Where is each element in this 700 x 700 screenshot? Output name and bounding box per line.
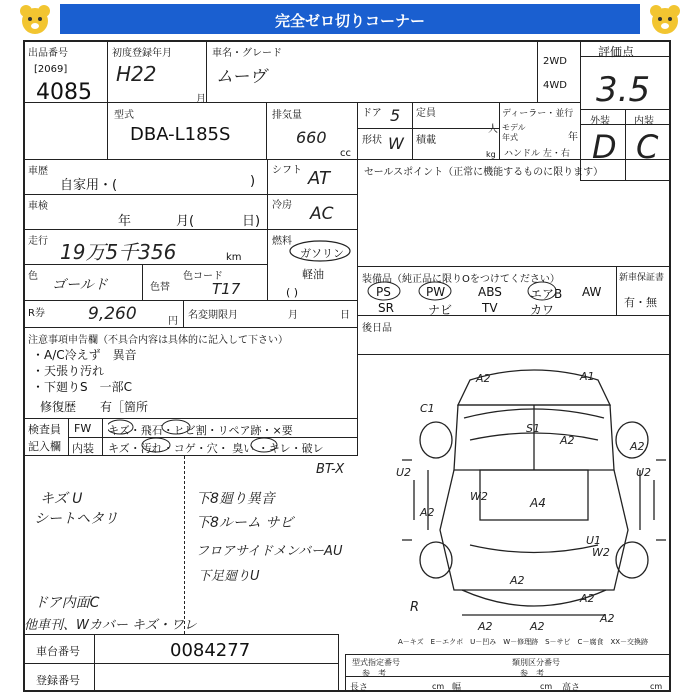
mark-s1: S1	[526, 422, 540, 435]
equip-leather: カワ	[530, 303, 555, 317]
dealer-line1: ディーラー・並行	[502, 109, 574, 119]
inspection-box	[24, 194, 268, 230]
footer-ref2: 参 考	[520, 669, 544, 678]
fuel-diesel: 軽油	[302, 268, 324, 281]
hw-right3: フロアサイドメンバーAU	[196, 544, 343, 559]
dealer-line3: 年式	[502, 133, 518, 142]
hw-right2: 下8ルーム サビ	[196, 515, 294, 531]
history-label: 車歴	[28, 166, 48, 177]
reg-label: 初度登録年月	[112, 48, 172, 59]
door-label: ドア	[362, 108, 382, 119]
hw-left3: ドア内面C	[34, 595, 100, 611]
mark-a2-mid1: A2	[560, 434, 575, 447]
name-change-day: 日	[340, 310, 350, 321]
recycle-value: 有・無	[624, 296, 657, 309]
mark-r: R	[410, 600, 420, 615]
capacity-unit: 人	[488, 124, 498, 135]
equip-airbag: エアB	[530, 287, 563, 301]
hw-bt: BT-X	[316, 462, 345, 477]
capacity-label: 定員	[416, 108, 436, 119]
color-label: 色	[28, 271, 38, 282]
mark-w2-right: W2	[592, 546, 610, 559]
sales-point-label: セールスポイント（正常に機能するものに限ります）	[364, 167, 604, 178]
model-label: 型式	[114, 110, 134, 121]
door-value: 5	[390, 106, 401, 125]
footer-class-no: 類別区分番号	[512, 658, 560, 667]
header-title: 完全ゼロ切りコーナー	[274, 12, 425, 30]
footer-cm2: cm	[540, 682, 553, 691]
lot-number: 4085	[36, 80, 92, 105]
aircon-label: 冷房	[272, 200, 292, 211]
int-label: 内装	[634, 116, 654, 127]
note-repair: 修復歴 有［箇所	[40, 400, 149, 414]
footer-length: 長さ	[350, 683, 369, 693]
footer-width: 幅	[452, 683, 462, 693]
mark-a2-right: A2	[630, 440, 645, 453]
mark-a2-rear3: A2	[580, 592, 595, 605]
drive-box	[537, 41, 581, 103]
shift-label: シフト	[272, 165, 302, 176]
equipment-label: 装備品（純正品に限りOをつけてください）	[362, 274, 560, 285]
inspector-circles	[108, 418, 358, 456]
reg-year: H22	[116, 62, 157, 86]
name-change-label: 名変期限月	[188, 310, 238, 321]
footer-height: 高さ	[562, 683, 581, 693]
fuel-paren: ( )	[286, 286, 299, 299]
inspector-label1: 検査員	[28, 423, 61, 436]
int-inspect-label: 内装	[72, 442, 94, 455]
dealer-handle: ハンドル 左・右	[504, 149, 570, 159]
after-label: 後日品	[362, 323, 392, 334]
score-label: 評価点	[598, 45, 635, 59]
mark-a2-rear2: A2	[530, 620, 545, 633]
hw-right1: 下8廻り異音	[196, 491, 275, 507]
load-unit: kg	[486, 150, 496, 159]
mark-w2-left: W2	[470, 490, 488, 503]
mark-a2-mid2: A2	[420, 506, 435, 519]
notes-title: 注意事項申告欄（不具合内容は具体的に記入して下さい）	[28, 335, 288, 346]
equip-abs: ABS	[478, 285, 502, 299]
note-1: ・A/C冷えず 異音	[32, 348, 137, 362]
gasoline-circle-icon	[287, 238, 353, 264]
hw-left1: キズ U	[40, 491, 83, 507]
color-change-label: 色替	[150, 282, 170, 293]
drive-4wd: 4WD	[543, 80, 567, 91]
mark-u2-left: U2	[396, 466, 412, 479]
equip-ps: PS	[376, 285, 391, 299]
inspection-month: 月(	[176, 214, 195, 229]
int-score: C	[636, 128, 659, 166]
history-close: )	[250, 174, 256, 189]
mark-a2-rear1: A2	[478, 620, 493, 633]
tax-value: 9,260	[88, 304, 137, 324]
ext-label: 外装	[590, 116, 610, 127]
hw-right4: 下足廻りU	[198, 569, 260, 584]
mascot-right-icon	[648, 3, 682, 37]
load-label: 積載	[416, 135, 436, 146]
engine-value: 660	[296, 128, 327, 147]
diagram-legend: A－キズ E－エクボ U－凹み W－修理跡 S－サビ C－腐食 XX－交換跡	[398, 638, 649, 646]
reg-no-label: 登録番号	[36, 674, 80, 687]
mileage-label: 走行	[28, 236, 48, 247]
fw-label: FW	[74, 422, 92, 435]
engine-label: 排気量	[272, 110, 302, 121]
mark-c1: C1	[420, 402, 435, 415]
equip-sr: SR	[378, 301, 394, 315]
color-code: T17	[212, 280, 241, 298]
color-value: ゴールド	[52, 277, 108, 293]
frame-no-label: 車台番号	[36, 645, 80, 658]
inspector-label2: 記入欄	[28, 440, 61, 453]
inspection-label: 車検	[28, 201, 48, 212]
ext-score: D	[592, 128, 617, 166]
mileage-value: 19万5千356	[60, 240, 177, 264]
mark-a2-rear4: A2	[600, 612, 615, 625]
dealer-line2: モデル	[502, 123, 526, 132]
after-box	[357, 315, 670, 355]
color-code-label: 色コード	[183, 271, 223, 282]
inspection-year: 年	[118, 214, 132, 229]
note-3: ・下廻りS 一部C	[32, 380, 132, 394]
fuel-label: 燃料	[272, 236, 292, 247]
equip-navi: ナビ	[428, 303, 453, 317]
footer-type-no: 型式指定番号	[352, 658, 400, 667]
mark-a4: A4	[530, 496, 546, 510]
history-value: 自家用・(	[60, 178, 118, 193]
mark-u1: U1	[586, 534, 602, 547]
car-diagram	[400, 360, 668, 630]
tax-label: R券	[28, 308, 45, 319]
name-change-month: 月	[288, 310, 298, 321]
frame-no-value: 0084277	[170, 640, 251, 661]
mark-a1-top: A1	[580, 370, 595, 383]
equip-aw: AW	[582, 285, 602, 299]
hw-left2: シートヘタリ	[34, 511, 118, 527]
footer-cm3: cm	[650, 682, 663, 691]
hw-left4: 他車刊、Wカバー キズ・ワレ	[24, 618, 197, 633]
mark-a2-lower: A2	[510, 574, 525, 587]
tax-unit: 円	[168, 316, 178, 327]
model-value: DBA-L185S	[130, 124, 231, 145]
equip-tv: TV	[482, 301, 498, 315]
shift-value: AT	[308, 168, 330, 189]
reg-month-suffix: 月	[196, 94, 206, 105]
footer-ref: 参 考	[362, 669, 386, 678]
engine-unit: cc	[340, 148, 351, 159]
score-value: 3.5	[596, 70, 651, 110]
dealer-year-unit: 年	[568, 132, 578, 143]
mark-u2-right: U2	[636, 466, 652, 479]
mark-a2-top: A2	[476, 372, 491, 385]
car-label: 車名・グレード	[212, 48, 282, 59]
mileage-unit: km	[226, 252, 242, 263]
equip-circles	[366, 280, 576, 302]
footer-cm1: cm	[432, 682, 445, 691]
car-name: ムーヴ	[216, 67, 267, 87]
drive-2wd: 2WD	[543, 56, 567, 67]
aircon-value: AC	[310, 204, 334, 224]
recycle-label: 新車保証書	[619, 273, 665, 283]
shape-value: W	[388, 134, 404, 153]
lot-sub: [2069]	[34, 64, 68, 75]
equip-pw: PW	[426, 285, 446, 299]
lot-label: 出品番号	[28, 48, 68, 59]
fw-items: キズ・飛石・ヒビ割・リペア跡・×要	[108, 424, 293, 437]
note-2: ・天張り汚れ	[32, 364, 105, 378]
int-items: キズ・汚れ・コゲ・穴・ 臭い ・キレ・破レ	[108, 442, 324, 455]
shape-label: 形状	[362, 135, 382, 146]
mascot-left-icon	[18, 3, 52, 37]
inspection-day: 日)	[242, 214, 261, 229]
fuel-gasoline: ガソリン	[300, 247, 344, 260]
